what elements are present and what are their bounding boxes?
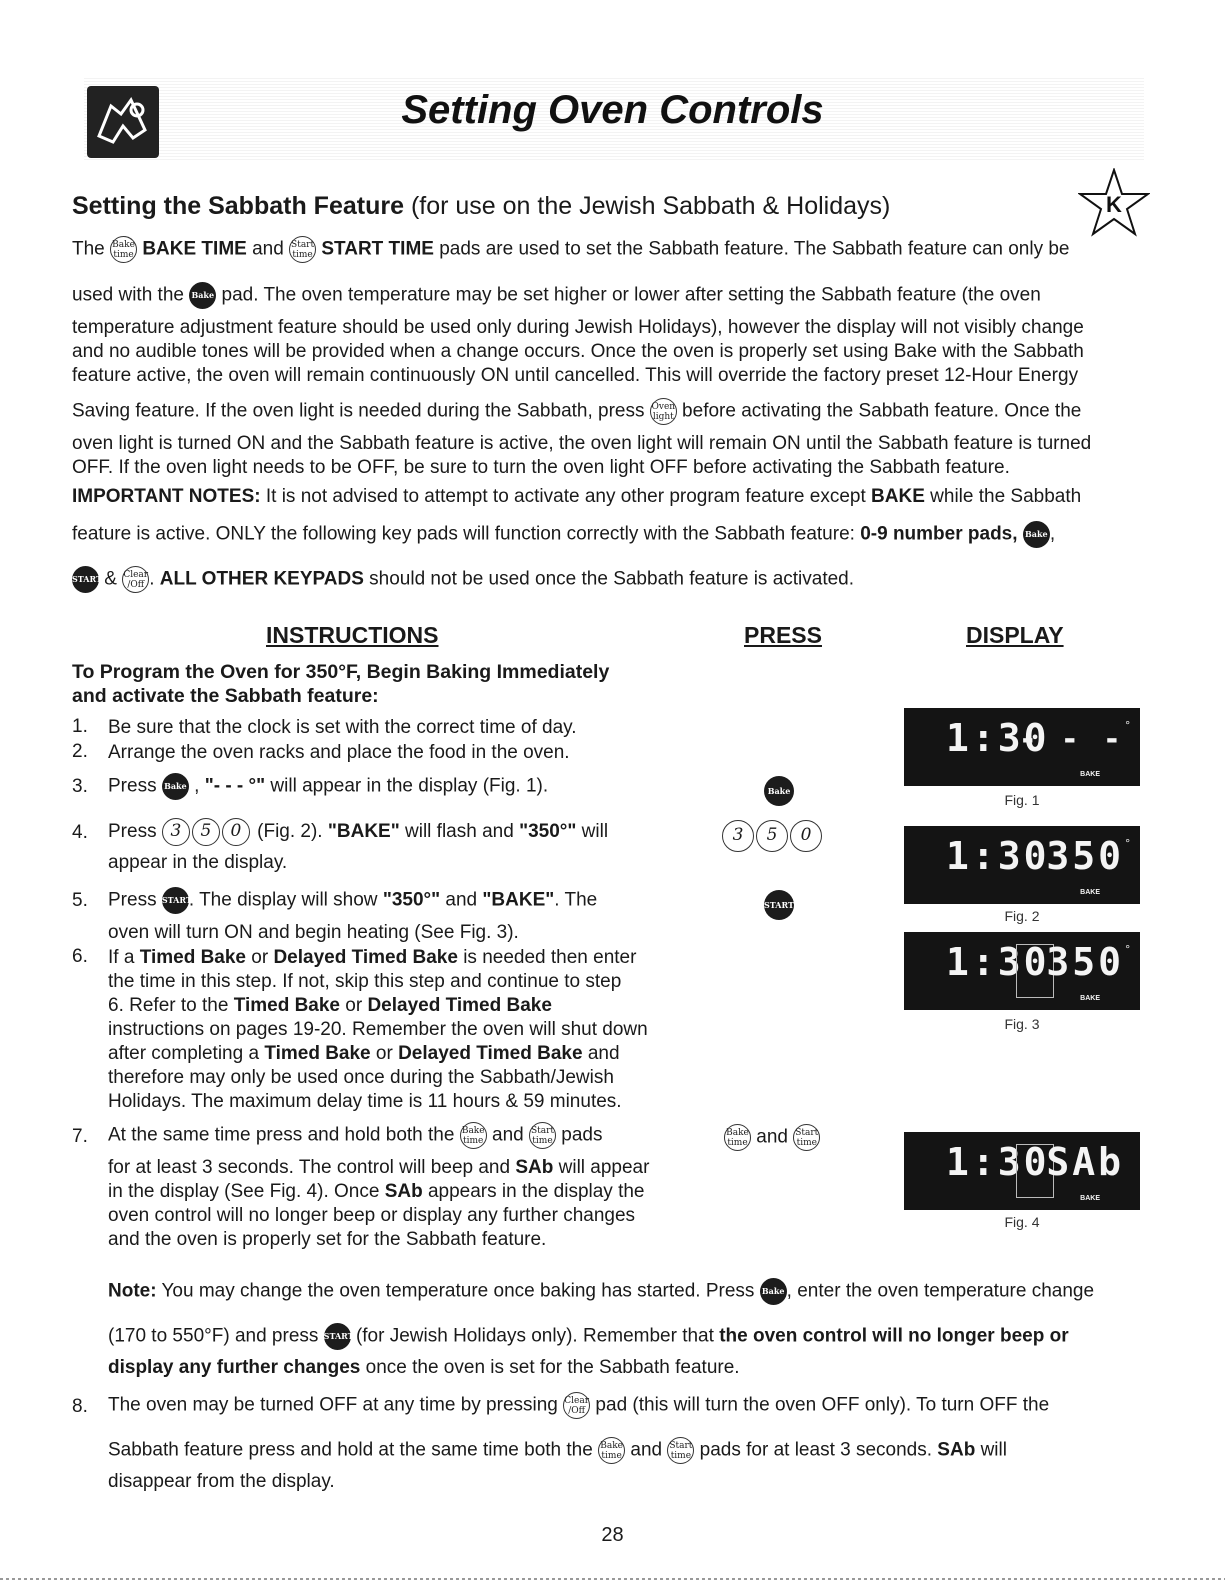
kosher-star-icon (1078, 168, 1150, 238)
press-bake (764, 776, 794, 806)
fig-2-caption: Fig. 2 (1004, 908, 1040, 924)
fig-3-caption: Fig. 3 (1004, 1016, 1040, 1032)
step-number: 5. (72, 890, 88, 911)
step-4-cont: appear in the display. (108, 852, 288, 873)
bake-time-pad-icon: Bake time (460, 1122, 487, 1149)
step-8-end: disappear from the display. (108, 1471, 335, 1492)
number-5-pad-icon: 5 (756, 820, 788, 852)
step-2: Arrange the oven racks and place the food in the oven. (108, 742, 570, 763)
step-number: 2. (72, 741, 88, 762)
display-fig-2: 1:30 350 ° BAKE (904, 826, 1140, 904)
bake-time-pad-icon: Bake time (598, 1437, 625, 1464)
bottom-rule (0, 1578, 1225, 1580)
instructions-heading: INSTRUCTIONS (266, 622, 439, 648)
step-1: Be sure that the clock is set with the correct time of day. (108, 717, 577, 738)
number-3-pad-icon: 3 (722, 820, 754, 852)
step-7: At the same time press and hold both the Bake time and Start time pads (108, 1122, 602, 1149)
program-title: To Program the Oven for 350°F, Begin Baking Immediately and activate the Sabbath feature: (72, 661, 610, 707)
bake-pad-icon: Bake (189, 282, 216, 309)
start-pad-icon: START (324, 1323, 351, 1350)
step-5: Press START. The display will show "350°" and "BAKE". The (108, 887, 597, 914)
display-fig-4: 1:30 SAb BAKE (904, 1132, 1140, 1210)
important-notes-line-1: IMPORTANT NOTES: It is not advised to attempt to activate any other program feature except BAKE while the Sabbath (72, 486, 1082, 507)
svg-text:K: K (1106, 192, 1122, 217)
step-number: 7. (72, 1126, 88, 1147)
bake-time-pad-icon: Bake time (110, 236, 137, 263)
step-number: 4. (72, 822, 88, 843)
bake-time-pad-icon: Bake time (724, 1124, 751, 1151)
intro-line-2: used with the Bake pad. The oven temperature may be set higher or lower after setting the Sabbath feature (the oven (72, 282, 1041, 309)
step-4: Press 3 5 0 (Fig. 2). "BAKE" will flash and "350°" will (108, 818, 608, 846)
start-pad-icon: START (72, 566, 99, 593)
bake-pad-icon: Bake (162, 773, 189, 800)
intro-line-6: Saving feature. If the oven light is needed during the Sabbath, press Oven light before activating the Sabbath feature. Once the (72, 398, 1081, 425)
number-0-pad-icon: 0 (790, 820, 822, 852)
intro-line-3: temperature adjustment feature should be used only during Jewish Holidays), however the display will not visibly change (72, 317, 1084, 338)
intro-line-8: OFF. If the oven light needs to be OFF, be sure to turn the oven light OFF before activating the Sabbath feature. (72, 457, 1010, 478)
start-time-pad-icon: Start time (667, 1437, 694, 1464)
step-7-cont: for at least 3 seconds. The control will beep and SAb will appear in the display (See Fig. 4). Once SAb appears in the display the oven control will no longer beep or display any further changes and the oven is properly set for the Sabbath feature. (108, 1157, 650, 1250)
note-line-3: display any further changes once the oven is set for the Sabbath feature. (108, 1357, 740, 1378)
section-heading: Setting the Sabbath Feature (for use on the Jewish Sabbath & Holidays) (72, 192, 891, 220)
step-8-cont: Sabbath feature press and hold at the same time both the Bake time and Start time pads for at least 3 seconds. SAb will (108, 1437, 1007, 1464)
fig-4-caption: Fig. 4 (1004, 1214, 1040, 1230)
press-350 (722, 820, 824, 852)
step-number: 8. (72, 1396, 88, 1417)
fig-1-caption: Fig. 1 (1004, 792, 1040, 808)
press-heading: PRESS (744, 622, 822, 648)
number-5-pad-icon: 5 (192, 818, 220, 846)
oven-light-pad-icon: Oven light (650, 398, 677, 425)
page-title: Setting Oven Controls (401, 88, 824, 132)
number-3-pad-icon: 3 (162, 818, 190, 846)
step-number: 1. (72, 716, 88, 737)
start-pad-icon: START (162, 887, 189, 914)
display-fig-3: 1:30 350 ° BAKE (904, 932, 1140, 1010)
note-line-2: (170 to 550°F) and press START (for Jewish Holidays only). Remember that the oven control will no longer beep or (108, 1323, 1069, 1350)
important-notes-line-3: START & Clear /Off . ALL OTHER KEYPADS should not be used once the Sabbath feature is activated. (72, 566, 854, 593)
display-heading: DISPLAY (966, 622, 1064, 648)
start-time-pad-icon: Start time (289, 236, 316, 263)
clear-off-pad-icon: Clear /Off (563, 1392, 590, 1419)
start-time-pad-icon: Start time (793, 1124, 820, 1151)
start-time-pad-icon: Start time (529, 1122, 556, 1149)
press-bake-time-and-start-time: Bake time and Start time (724, 1124, 820, 1151)
intro-line-5: feature active, the oven will remain continuously ON until cancelled. This will override the factory preset 12-Hour Energy (72, 365, 1079, 386)
bake-pad-icon: Bake (764, 776, 794, 806)
step-6: If a Timed Bake or Delayed Timed Bake is needed then enter the time in this step. If not, skip this step and continue to step 6. Refer to the Timed Bake or Delayed Timed Bake instructions on pages 19-20. Remember the oven will shut down after completing a Timed Bake or Delayed Timed Bake and therefore may only be used once during the Sabbath/Jewish Holidays. The maximum delay time is 11 hours & 59 minutes. (108, 947, 648, 1112)
important-notes-line-2: feature is active. ONLY the following key pads will function correctly with the Sabbath feature: 0-9 number pads, Bake , (72, 521, 1055, 548)
bake-pad-icon: Bake (760, 1278, 787, 1305)
intro-line-7: oven light is turned ON and the Sabbath feature is active, the oven light will remain ON until the Sabbath feature is turned (72, 433, 1092, 454)
bake-pad-icon: Bake (1023, 521, 1050, 548)
step-number: 6. (72, 946, 88, 967)
step-8: The oven may be turned OFF at any time by pressing Clear /Off pad (this will turn the oven OFF only). To turn OFF the (108, 1392, 1049, 1419)
intro-line-4: and no audible tones will be provided when a change occurs. Once the oven is properly set using Bake with the Sabbath (72, 341, 1084, 362)
step-5-cont: oven will turn ON and begin heating (See Fig. 3). (108, 922, 519, 943)
start-pad-icon: START (764, 890, 794, 920)
display-fig-1: 1:30 - - - ° BAKE (904, 708, 1140, 786)
number-0-pad-icon: 0 (222, 818, 250, 846)
page-number: 28 (601, 1524, 624, 1546)
intro-line-1: The Bake time BAKE TIME and Start time START TIME pads are used to set the Sabbath feature. The Sabbath feature can only be (72, 236, 1070, 263)
clear-off-pad-icon: Clear /Off (122, 566, 149, 593)
note-line-1: Note: You may change the oven temperature once baking has started. Press Bake , enter the oven temperature change (108, 1278, 1094, 1305)
step-number: 3. (72, 776, 88, 797)
press-start (764, 890, 794, 920)
step-3: Press Bake , "- - - °" will appear in the display (Fig. 1). (108, 773, 548, 800)
